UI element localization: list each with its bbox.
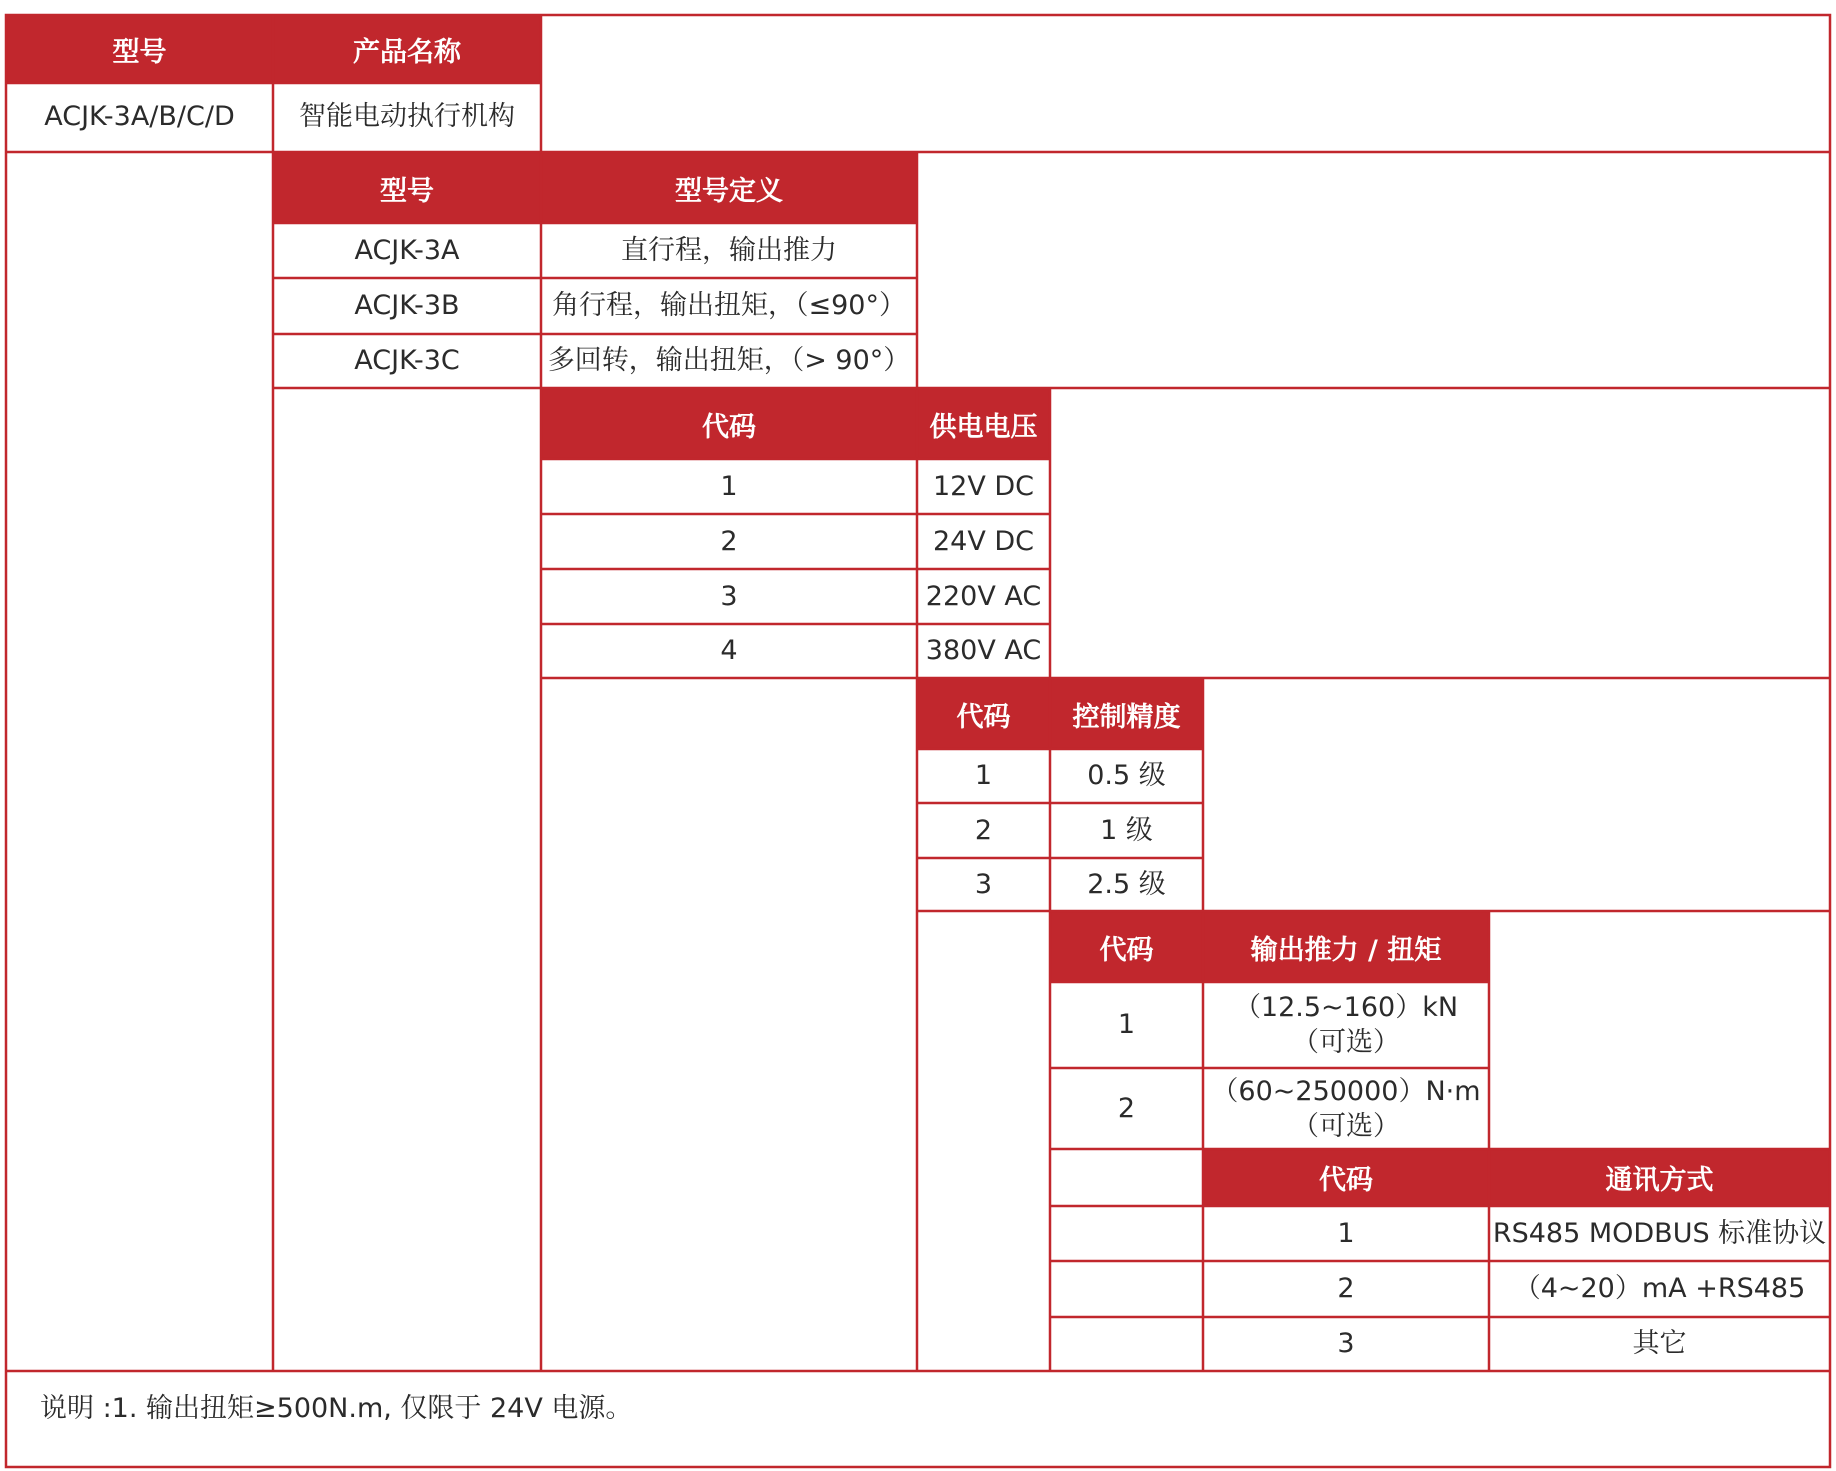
t5-row2-code: 2 <box>1117 1093 1136 1125</box>
footnote: 说明 :1. 输出扭矩≥500N.m, 仅限于 24V 电源。 <box>40 1392 633 1424</box>
t2-row3-model: ACJK-3C <box>354 345 460 377</box>
t3-row4-code: 4 <box>720 635 738 667</box>
t5-header-code: 代码 <box>1050 912 1203 982</box>
t5-row2-output-range: （60~250000）N·m <box>1211 1075 1481 1107</box>
t2-row2-definition: 角行程，输出扭矩，（≤90°） <box>552 290 906 322</box>
t4-header-accuracy: 控制精度 <box>1050 679 1203 749</box>
t5-header-output: 输出推力 / 扭矩 <box>1203 912 1489 982</box>
t5-row1-output-range: （12.5~160）kN <box>1233 991 1459 1023</box>
t3-header-code: 代码 <box>541 389 917 459</box>
t4-row1-code: 1 <box>974 760 993 792</box>
t2-row1-model: ACJK-3A <box>354 234 460 266</box>
t4-row2-code: 2 <box>974 814 993 846</box>
t2-row2-model: ACJK-3B <box>354 290 460 322</box>
t2-row1-definition: 直行程，输出推力 <box>621 234 837 266</box>
t6-row3-code: 3 <box>1337 1328 1355 1360</box>
t3-row2-code: 2 <box>720 525 738 557</box>
t2-header-definition: 型号定义 <box>541 153 917 223</box>
t1-model-value: ACJK-3A/B/C/D <box>44 101 235 133</box>
t1-product-name-value: 智能电动执行机构 <box>299 101 515 133</box>
t4-row3-accuracy: 2.5 级 <box>1087 868 1166 900</box>
t3-row2-voltage: 24V DC <box>932 525 1035 557</box>
t6-row1-communication: RS485 MODBUS 标准协议 <box>1492 1217 1827 1249</box>
t3-row4-voltage: 380V AC <box>925 635 1042 667</box>
t2-row3-definition: 多回转，输出扭矩，（> 90°） <box>547 345 911 377</box>
t6-row2-code: 2 <box>1337 1273 1355 1305</box>
t6-row3-communication: 其它 <box>1632 1328 1687 1360</box>
t5-row2-output-optional: （可选） <box>1292 1111 1400 1142</box>
t5-row2-output <box>1203 1068 1489 1150</box>
t4-header-code: 代码 <box>917 679 1050 749</box>
t4-row1-accuracy: 0.5 级 <box>1087 760 1166 792</box>
t6-header-code: 代码 <box>1203 1148 1489 1206</box>
t3-row3-code: 3 <box>720 580 738 612</box>
t5-row1-output <box>1203 982 1489 1068</box>
t4-row3-code: 3 <box>974 868 993 900</box>
t1-header-product-name: 产品名称 <box>273 15 541 83</box>
t6-row1-code: 1 <box>1337 1217 1355 1249</box>
t6-row2-communication: （4~20）mA +RS485 <box>1513 1273 1806 1305</box>
t3-header-voltage: 供电电压 <box>917 389 1050 459</box>
t3-row1-code: 1 <box>720 470 738 502</box>
t3-row1-voltage: 12V DC <box>932 470 1035 502</box>
t1-header-model: 型号 <box>6 15 273 83</box>
t2-header-model: 型号 <box>273 153 541 223</box>
t3-row3-voltage: 220V AC <box>925 580 1042 612</box>
t6-header-communication: 通讯方式 <box>1489 1148 1830 1206</box>
t5-row1-code: 1 <box>1117 1009 1136 1041</box>
t5-row1-output-optional: （可选） <box>1292 1027 1400 1058</box>
t4-row2-accuracy: 1 级 <box>1100 814 1153 846</box>
